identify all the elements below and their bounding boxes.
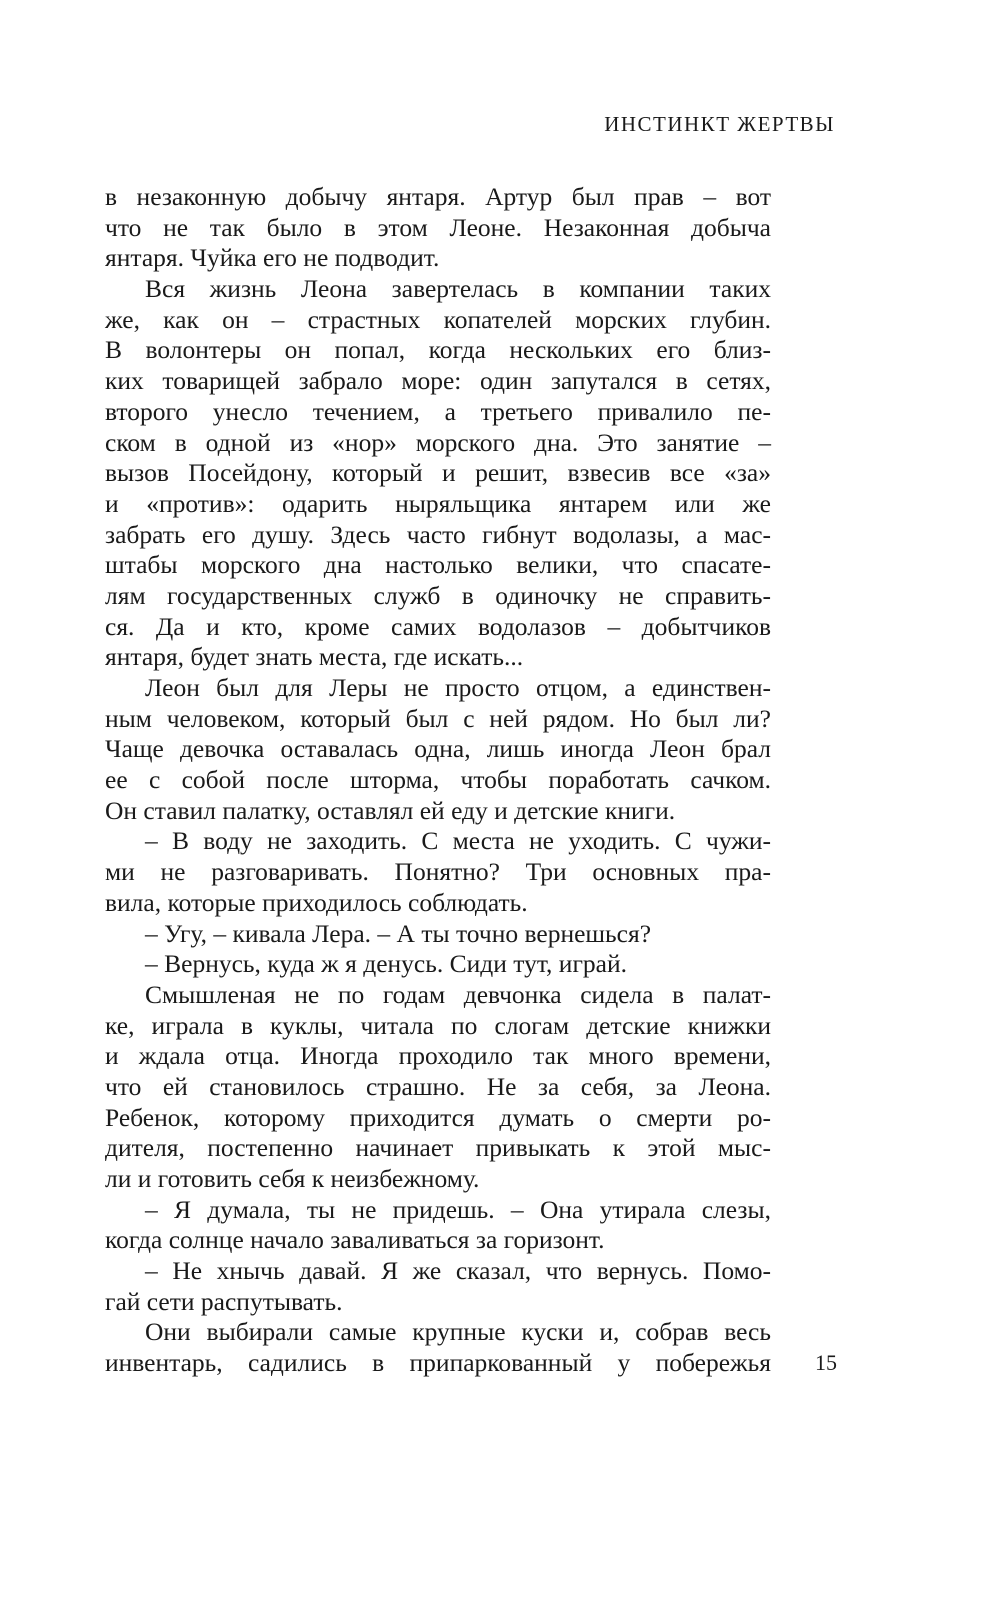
text-line: В волонтеры он попал, когда нескольких его близ- bbox=[105, 335, 771, 365]
text-line: Ребенок, которому приходится думать о смерти ро- bbox=[105, 1102, 771, 1132]
text-line: Они выбирали самые крупные куски и, собрав весь bbox=[145, 1317, 771, 1347]
text-line: – В воду не заходить. С места не уходить. С чужи- bbox=[145, 826, 771, 856]
text-line: лям государственных служб в одиночку не справить- bbox=[105, 580, 771, 610]
running-head-title: ИНСТИНКТ ЖЕРТВЫ bbox=[604, 112, 835, 136]
text-line: ным человеком, который был с ней рядом. Но был ли? bbox=[105, 703, 771, 733]
text-line: забрать его душу. Здесь часто гибнут водолазы, а мас- bbox=[105, 519, 771, 549]
text-line: ких товарищей забрало море: один запутался в сетях, bbox=[105, 366, 771, 396]
text-line: – Угу, – кивала Лера. – А ты точно вернешься? bbox=[145, 918, 652, 948]
text-line: и ждала отца. Иногда проходило так много времени, bbox=[105, 1041, 771, 1071]
text-line: – Не хнычь давай. Я же сказал, что вернусь. Помо- bbox=[145, 1256, 771, 1286]
text-line: ском в одной из «нор» морского дна. Это занятие – bbox=[105, 427, 771, 457]
text-line: гай сети распутывать. bbox=[105, 1286, 343, 1316]
text-line: – Я думала, ты не придешь. – Она утирала слезы, bbox=[145, 1194, 771, 1224]
text-line: второго унесло течением, а третьего привалило пе- bbox=[105, 396, 771, 426]
page-number: 15 bbox=[815, 1350, 837, 1375]
body-text bbox=[105, 182, 771, 1379]
text-line: янтаря. Чуйка его не подводит. bbox=[105, 243, 440, 273]
text-line: что ей становилось страшно. Не за себя, за Леона. bbox=[105, 1071, 771, 1101]
text-line: – Вернусь, куда ж я денусь. Сиди тут, играй. bbox=[145, 949, 627, 979]
text-line: и «против»: одарить ныряльщика янтарем или же bbox=[105, 488, 771, 518]
text-line: вила, которые приходилось соблюдать. bbox=[105, 887, 528, 917]
text-line: Леон был для Леры не просто отцом, а единствен- bbox=[145, 673, 771, 702]
text-line: ли и готовить себя к неизбежному. bbox=[105, 1164, 480, 1193]
text-line: когда солнце начало заваливаться за горизонт. bbox=[105, 1225, 605, 1255]
text-line: ми не разговаривать. Понятно? Три основных пра- bbox=[105, 857, 771, 887]
text-line: Вся жизнь Леона завертелась в компании таких bbox=[145, 274, 771, 304]
text-line: Он ставил палатку, оставлял ей еду и детские книги. bbox=[105, 795, 676, 825]
text-line: Чаще девочка оставалась одна, лишь иногда Леон брал bbox=[105, 734, 771, 764]
text-line: Смышленая не по годам девчонка сидела в палат- bbox=[145, 979, 771, 1009]
text-line: дителя, постепенно начинает привыкать к этой мыс- bbox=[105, 1133, 771, 1163]
text-line: же, как он – страстных копателей морских глубин. bbox=[105, 304, 771, 334]
text-line: ся. Да и кто, кроме самих водолазов – добытчиков bbox=[105, 611, 771, 641]
text-line: инвентарь, садились в припаркованный у побережья bbox=[105, 1348, 771, 1378]
text-line: янтаря, будет знать места, где искать... bbox=[105, 642, 524, 672]
text-line: в незаконную добычу янтаря. Артур был прав – вот bbox=[105, 182, 771, 211]
text-line: вызов Посейдону, который и решит, взвесив все «за» bbox=[105, 458, 771, 488]
text-line: ее с собой после шторма, чтобы поработать сачком. bbox=[105, 765, 771, 795]
text-line: что не так было в этом Леоне. Незаконная добыча bbox=[105, 212, 771, 242]
text-line: штабы морского дна настолько велики, что спасате- bbox=[105, 550, 771, 580]
text-line: ке, играла в куклы, читала по слогам детские книжки bbox=[105, 1010, 771, 1040]
